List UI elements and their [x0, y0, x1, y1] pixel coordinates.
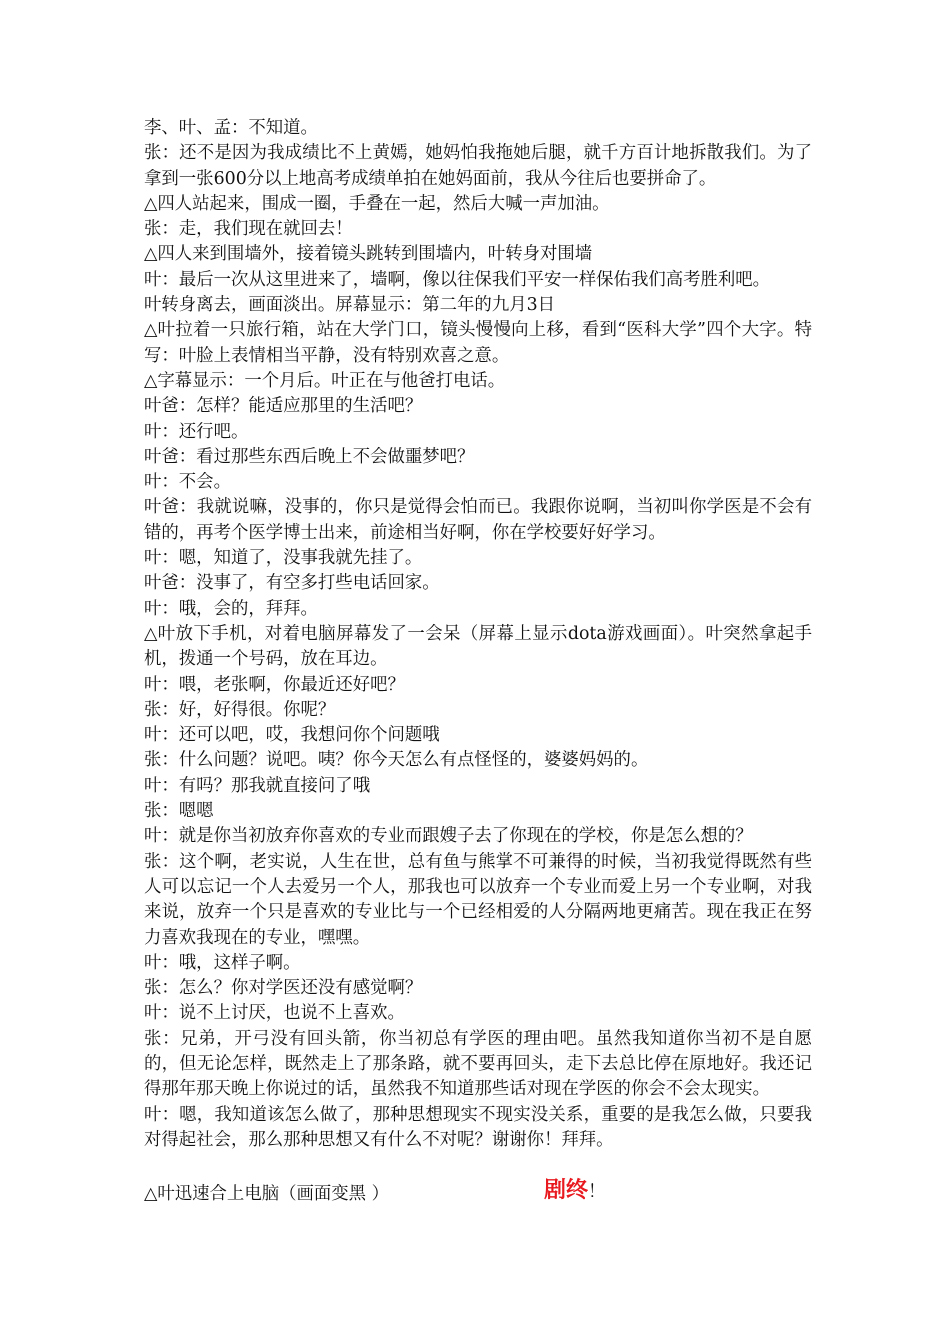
script-line: 叶：最后一次从这里进来了，墙啊，像以往保我们平安一样保佑我们高考胜利吧。	[144, 269, 771, 290]
script-line: 张：还不是因为我成绩比不上黄嫣，她妈怕我拖她后腿，就千方百计地拆散我们。为了拿到一张600分以上地高考成绩单拍在她妈面前，我从今往后也要拼命了。	[144, 143, 812, 189]
script-line: 叶转身离去，画面淡出。屏幕显示：第二年的九月3日	[144, 295, 556, 316]
script-line: 叶：有吗？那我就直接问了哦	[144, 775, 371, 796]
script-line: 叶：就是你当初放弃你喜欢的专业而跟嫂子去了你现在的学校，你是怎么想的？	[144, 826, 753, 847]
script-line: 张：好，好得很。你呢？	[144, 699, 336, 720]
script-line: △四人来到围墙外，接着镜头跳转到围墙内，叶转身对围墙	[144, 244, 593, 265]
script-line: 张：兄弟，开弓没有回头箭，你当初总有学医的理由吧。虽然我知道你当初不是自愿的，但无论怎样，既然走上了那条路，就不要再回头，走下去总比停在原地好。我还记得那年那天晚上你说过的话，虽然我不知道那些话对现在学医的你会不会太现实。	[144, 1028, 812, 1100]
script-line: 叶：说不上讨厌，也说不上喜欢。	[144, 1003, 405, 1024]
final-row	[144, 1178, 812, 1208]
script-line: △叶放下手机，对着电脑屏幕发了一会呆（屏幕上显示dota游戏画面）。叶突然拿起手机，拨通一个号码，放在耳边。	[144, 623, 812, 670]
script-line: 张：嗯嗯	[144, 801, 214, 822]
script-line: △叶拉着一只旅行箱，站在大学门口，镜头慢慢向上移，看到“医科大学”四个大字。特写：叶脸上表情相当平静，没有特别欢喜之意。	[144, 320, 812, 366]
the-end-exclamation: ！	[588, 1182, 606, 1202]
script-line: 叶：不会。	[144, 472, 231, 493]
script-line: 叶：还可以吧，哎，我想问你个问题哦	[144, 725, 440, 746]
script-line: 张：走，我们现在就回去！	[144, 219, 353, 240]
the-end-marker	[544, 1178, 605, 1205]
script-line: 叶爸：没事了，有空多打些电话回家。	[144, 573, 440, 594]
script-line: 叶：喂，老张啊，你最近还好吧？	[144, 674, 405, 695]
script-line: 叶爸：看过那些东西后晚上不会做噩梦吧？	[144, 446, 475, 467]
script-line: 叶：还行吧。	[144, 421, 249, 442]
script-line: 叶：嗯，知道了，没事我就先挂了。	[144, 548, 423, 569]
script-line: △字幕显示：一个月后。叶正在与他爸打电话。	[144, 370, 506, 391]
script-line: 张：什么问题？说吧。咦？你今天怎么有点怪怪的，婆婆妈妈的。	[144, 750, 649, 771]
script-line: 张：这个啊，老实说，人生在世，总有鱼与熊掌不可兼得的时候，当初我觉得既然有些人可以忘记一个人去爱另一个人，那我也可以放弃一个专业而爱上另一个专业啊，对我来说，放弃一个只是喜欢的专业比与一个已经相爱的人分隔两地更痛苦。现在我正在努力喜欢我现在的专业，嘿嘿。	[144, 851, 812, 948]
script-line: 叶：哦，这样子啊。	[144, 952, 301, 973]
script-line: 叶：哦，会的，拜拜。	[144, 598, 318, 619]
script-line: 张：怎么？你对学医还没有感觉啊？	[144, 978, 423, 999]
script-line: 叶爸：我就说嘛，没事的，你只是觉得会怕而已。我跟你说啊，当初叫你学医是不会有错的，再考个医学博士出来，前途相当好啊，你在学校要好好学习。	[144, 497, 812, 543]
script-line: △四人站起来，围成一圈，手叠在一起，然后大喊一声加油。	[144, 193, 610, 214]
final-action-line: △叶迅速合上电脑（画面变黑 ）	[144, 1184, 389, 1204]
script-line: 李、叶、孟：不知道。	[144, 118, 318, 138]
script-line: 叶：嗯，我知道该怎么做了，那种思想现实不现实没关系，重要的是我怎么做，只要我对得起社会，那么那种思想又有什么不对呢？谢谢你！拜拜。	[144, 1104, 812, 1150]
script-line: 叶爸：怎样？能适应那里的生活吧？	[144, 396, 423, 417]
the-end-word: 剧终	[544, 1178, 589, 1203]
script-body	[144, 116, 812, 1153]
